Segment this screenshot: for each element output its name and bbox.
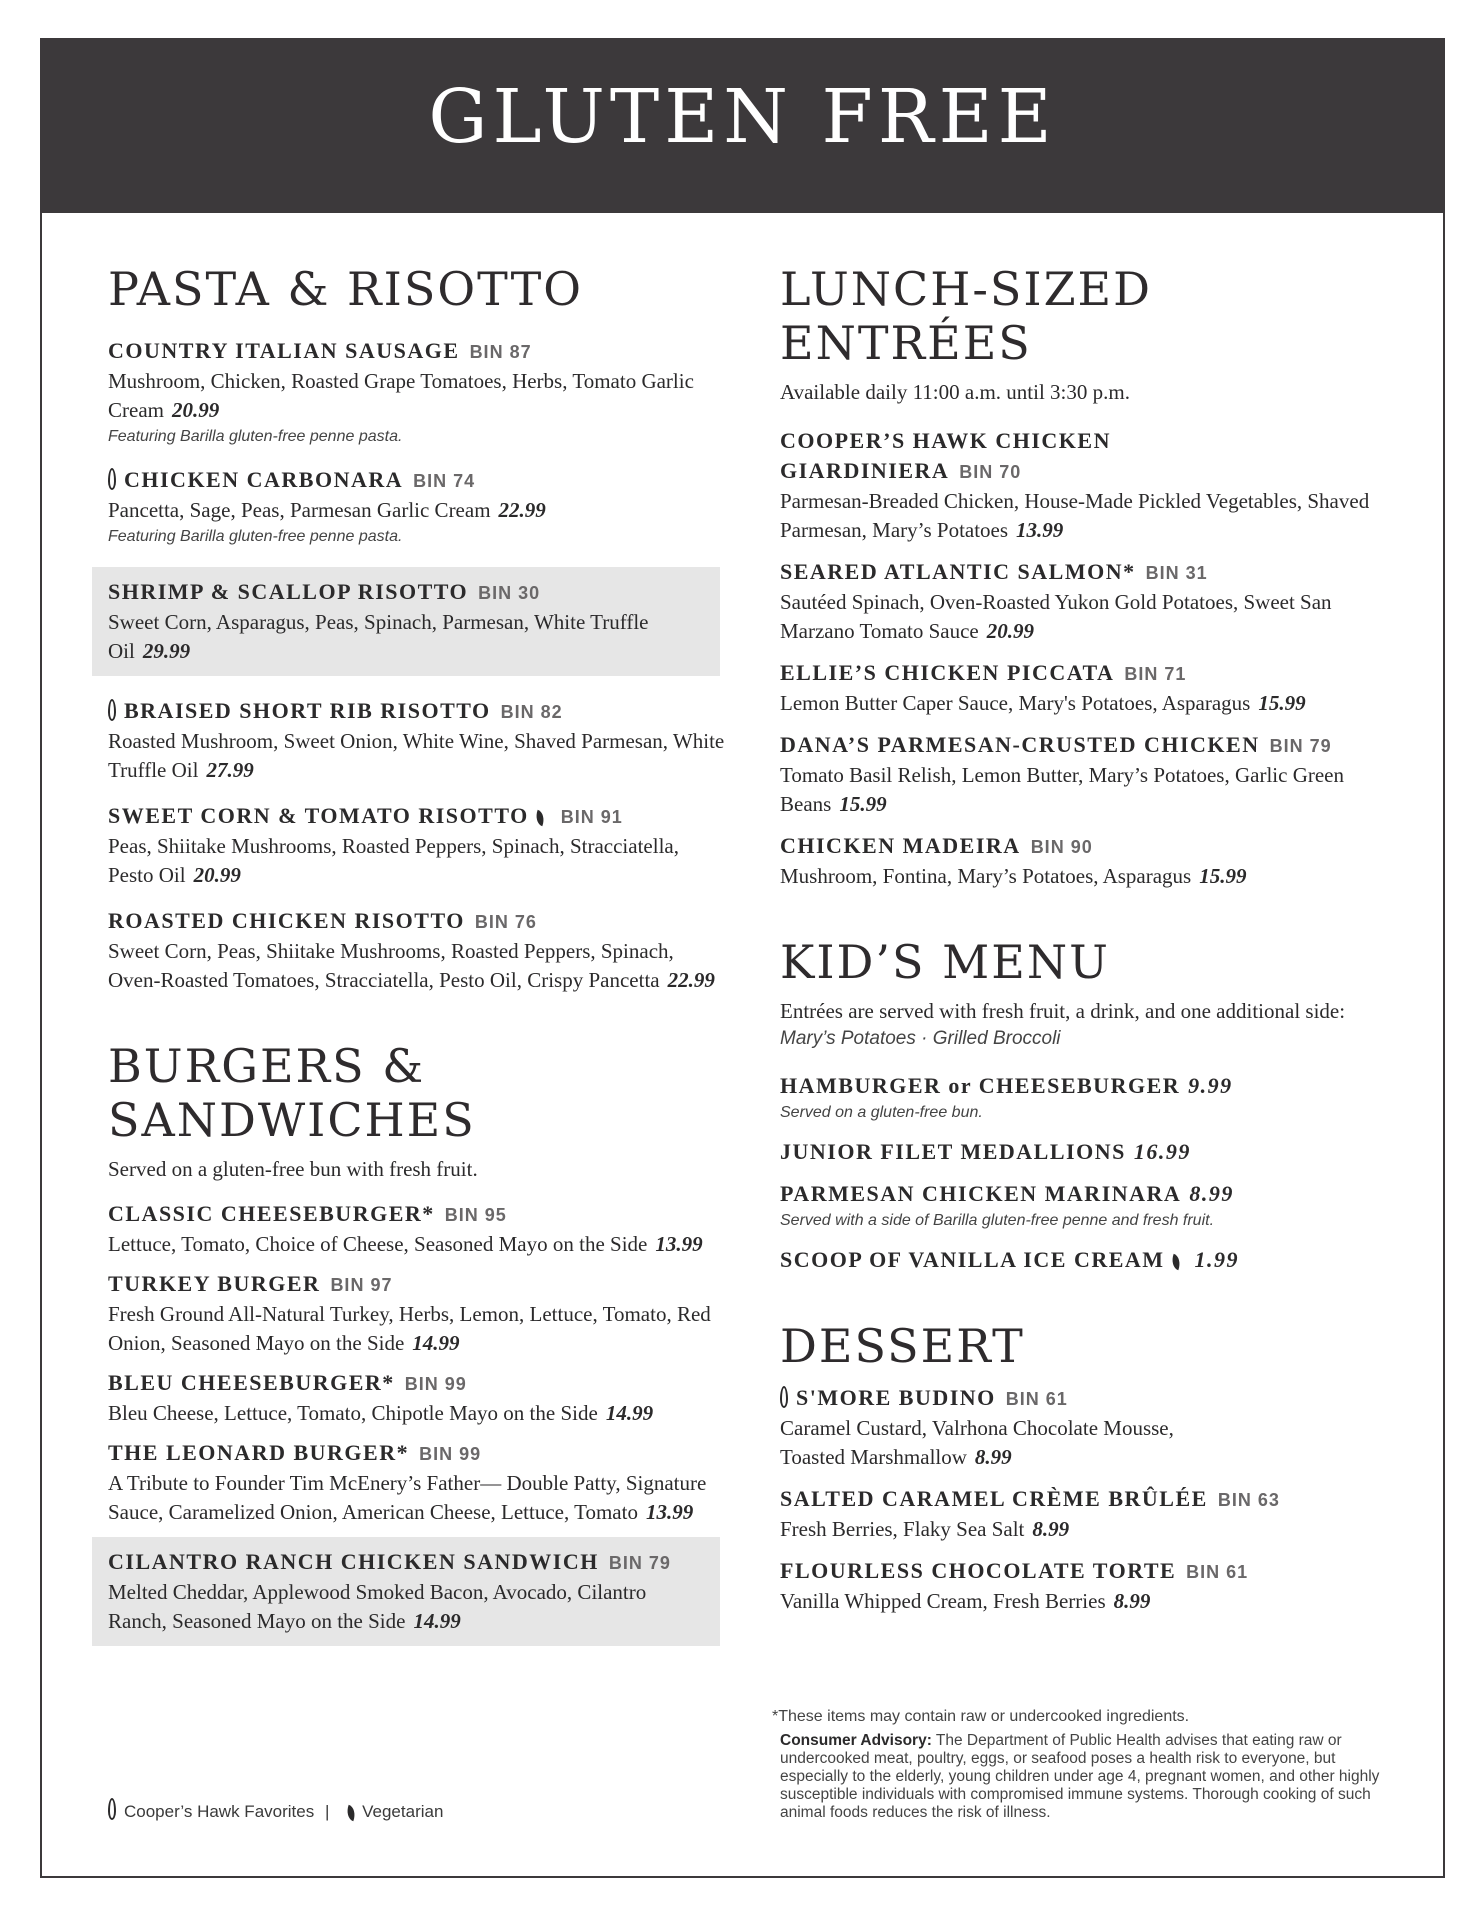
item-price: 16.99 xyxy=(1133,1139,1191,1164)
item-name: ROASTED CHICKEN RISOTTO xyxy=(108,908,465,933)
item-price: 14.99 xyxy=(413,1609,461,1633)
item-desc: A Tribute to Founder Tim McEnery’s Father— Double Patty, Signature Sauce, Caramelized Onion, American Cheese, Lettuce, Tomato xyxy=(108,1471,707,1524)
item-name: COUNTRY ITALIAN SAUSAGE xyxy=(108,338,460,363)
item-price: 22.99 xyxy=(498,498,546,522)
legend-separator: | xyxy=(324,1802,330,1821)
item-note: Featuring Barilla gluten-free penne pasta. xyxy=(108,428,403,445)
legend xyxy=(108,1798,443,1822)
item-bin: BIN 99 xyxy=(419,1444,482,1464)
menu-item-highlighted xyxy=(92,567,720,676)
section-title-lunch: LUNCH-SIZED ENTRÉES xyxy=(780,262,1153,370)
item-price: 15.99 xyxy=(839,792,887,816)
item-bin: BIN 91 xyxy=(560,807,623,827)
item-price: 8.99 xyxy=(1189,1181,1234,1206)
menu-item xyxy=(780,1383,1400,1472)
legend-vegetarian: Vegetarian xyxy=(362,1802,444,1821)
item-bin: BIN 79 xyxy=(608,1553,671,1573)
section-note: Served on a gluten-free bun with fresh fruit. xyxy=(108,1157,478,1181)
menu-item xyxy=(780,557,1400,646)
favorite-icon xyxy=(108,1798,116,1820)
menu-item xyxy=(780,831,1400,891)
item-name: CLASSIC CHEESEBURGER* xyxy=(108,1201,435,1226)
item-price: 8.99 xyxy=(1032,1517,1070,1541)
item-name: PARMESAN CHICKEN MARINARA xyxy=(780,1181,1182,1206)
menu-item-highlighted xyxy=(92,1537,720,1646)
item-desc: Lettuce, Tomato, Choice of Cheese, Seasoned Mayo on the Side xyxy=(108,1232,648,1256)
item-desc: Pancetta, Sage, Peas, Parmesan Garlic Cream xyxy=(108,498,491,522)
section-title-burgers: BURGERS & SANDWICHES xyxy=(108,1039,476,1147)
item-price: 20.99 xyxy=(193,863,241,887)
item-price: 8.99 xyxy=(974,1445,1012,1469)
item-price: 15.99 xyxy=(1199,864,1247,888)
item-name: THE LEONARD BURGER* xyxy=(108,1440,410,1465)
section-title-pasta: PASTA & RISOTTO xyxy=(108,262,583,316)
item-note: Served on a gluten-free bun. xyxy=(780,1104,983,1121)
item-price: 20.99 xyxy=(986,619,1034,643)
menu-item xyxy=(108,465,728,549)
item-name: FLOURLESS CHOCOLATE TORTE xyxy=(780,1558,1177,1583)
vegetarian-leaf-icon xyxy=(1168,1254,1182,1271)
right-column xyxy=(780,262,1400,1616)
item-bin: BIN 31 xyxy=(1145,563,1208,583)
item-desc: Caramel Custard, Valrhona Chocolate Mousse, Toasted Marshmallow xyxy=(780,1416,1174,1469)
item-name: SCOOP OF VANILLA ICE CREAM xyxy=(780,1247,1165,1272)
item-name: JUNIOR FILET MEDALLIONS xyxy=(780,1139,1126,1164)
item-name: BRAISED SHORT RIB RISOTTO xyxy=(124,698,491,723)
item-desc: Melted Cheddar, Applewood Smoked Bacon, Avocado, Cilantro Ranch, Seasoned Mayo on the Side xyxy=(108,1580,647,1633)
section-title-kids: KID’S MENU xyxy=(780,935,1110,989)
menu-item xyxy=(780,658,1400,718)
menu-item xyxy=(780,730,1400,819)
item-desc: Peas, Shiitake Mushrooms, Roasted Peppers, Spinach, Stracciatella, Pesto Oil xyxy=(108,834,679,887)
menu-item xyxy=(108,1199,728,1259)
item-bin: BIN 87 xyxy=(469,342,532,362)
item-name: S'MORE BUDINO xyxy=(796,1385,996,1410)
advisory-label: Consumer Advisory: xyxy=(780,1732,932,1749)
item-price: 27.99 xyxy=(206,758,254,782)
kids-sides: Mary’s Potatoes · Grilled Broccoli xyxy=(780,1028,1061,1049)
item-name: SHRIMP & SCALLOP RISOTTO xyxy=(108,579,469,604)
item-bin: BIN 76 xyxy=(474,912,537,932)
item-bin: BIN 30 xyxy=(478,583,541,603)
item-bin: BIN 99 xyxy=(404,1374,467,1394)
menu-item xyxy=(780,1137,1400,1167)
item-desc: Lemon Butter Caper Sauce, Mary's Potatoes, Asparagus xyxy=(780,691,1251,715)
item-price: 1.99 xyxy=(1194,1247,1240,1272)
item-price: 13.99 xyxy=(655,1232,703,1256)
favorite-icon xyxy=(108,468,116,490)
item-price: 13.99 xyxy=(645,1500,694,1524)
item-desc: Roasted Mushroom, Sweet Onion, White Wine, Shaved Parmesan, White Truffle Oil xyxy=(108,729,725,782)
advisory-text: The Department of Public Health advises that eating raw or undercooked meat, poultry, eggs, or seafood poses a health risk to everyone, but especially to the elderly, young children under age 4, pregnant women, and other highly susceptible individuals with compromised immune systems. Thorough cooking of such animal foods reduces the risk of illness. xyxy=(780,1732,1380,1821)
menu-item xyxy=(780,1071,1400,1125)
menu-item xyxy=(780,1179,1400,1233)
menu-item xyxy=(780,426,1400,545)
item-name: CILANTRO RANCH CHICKEN SANDWICH xyxy=(108,1549,599,1574)
item-name: COOPER’S HAWK CHICKEN GIARDINIERA xyxy=(780,428,1111,483)
item-name: CHICKEN MADEIRA xyxy=(780,833,1021,858)
item-price: 20.99 xyxy=(171,398,220,422)
menu-item xyxy=(108,906,728,995)
item-name: ELLIE’S CHICKEN PICCATA xyxy=(780,660,1115,685)
menu-item xyxy=(108,1368,728,1428)
item-name: BLEU CHEESEBURGER* xyxy=(108,1370,395,1395)
vegetarian-leaf-icon xyxy=(533,810,547,827)
item-desc: Fresh Ground All-Natural Turkey, Herbs, Lemon, Lettuce, Tomato, Red Onion, Seasoned Mayo on the Side xyxy=(108,1302,711,1355)
section-note: Available daily 11:00 a.m. until 3:30 p.m. xyxy=(780,380,1130,404)
item-name: HAMBURGER or CHEESEBURGER xyxy=(780,1073,1181,1098)
item-bin: BIN 79 xyxy=(1269,736,1332,756)
item-desc: Vanilla Whipped Cream, Fresh Berries xyxy=(780,1589,1106,1613)
item-bin: BIN 71 xyxy=(1124,664,1187,684)
item-desc: Mushroom, Fontina, Mary’s Potatoes, Asparagus xyxy=(780,864,1192,888)
item-name: SWEET CORN & TOMATO RISOTTO xyxy=(108,803,529,828)
menu-item xyxy=(108,1438,728,1527)
item-name: SEARED ATLANTIC SALMON* xyxy=(780,559,1136,584)
consumer-advisory xyxy=(772,1706,1392,1822)
item-desc: Fresh Berries, Flaky Sea Salt xyxy=(780,1517,1025,1541)
section-note: Entrées are served with fresh fruit, a drink, and one additional side: xyxy=(780,999,1346,1023)
item-desc: Mushroom, Chicken, Roasted Grape Tomatoes, Herbs, Tomato Garlic Cream xyxy=(108,369,694,422)
item-bin: BIN 90 xyxy=(1030,837,1093,857)
page-title: GLUTEN FREE xyxy=(428,74,1057,160)
section-title-dessert: DESSERT xyxy=(780,1319,1025,1373)
item-price: 8.99 xyxy=(1113,1589,1151,1613)
item-bin: BIN 61 xyxy=(1186,1562,1249,1582)
item-price: 14.99 xyxy=(605,1401,654,1425)
item-name: SALTED CARAMEL CRÈME BRÛLÉE xyxy=(780,1486,1208,1511)
item-desc: Tomato Basil Relish, Lemon Butter, Mary’s Potatoes, Garlic Green Beans xyxy=(780,763,1344,816)
item-desc: Sautéed Spinach, Oven-Roasted Yukon Gold Potatoes, Sweet San Marzano Tomato Sauce xyxy=(780,590,1332,643)
favorite-icon xyxy=(780,1386,788,1408)
item-bin: BIN 63 xyxy=(1217,1490,1280,1510)
menu-item xyxy=(108,1269,728,1358)
menu-item xyxy=(108,696,728,785)
vegetarian-leaf-icon xyxy=(344,1804,358,1821)
menu-item xyxy=(780,1556,1400,1616)
menu-item xyxy=(780,1245,1400,1275)
item-note: Served with a side of Barilla gluten-free penne and fresh fruit. xyxy=(780,1212,1215,1229)
item-note: Featuring Barilla gluten-free penne pasta. xyxy=(108,528,403,545)
item-name: DANA’S PARMESAN-CRUSTED CHICKEN xyxy=(780,732,1260,757)
item-name: TURKEY BURGER xyxy=(108,1271,321,1296)
item-price: 15.99 xyxy=(1258,691,1306,715)
item-bin: BIN 61 xyxy=(1005,1389,1068,1409)
raw-ingredients-note: *These items may contain raw or undercooked ingredients. xyxy=(772,1708,1190,1725)
item-price: 9.99 xyxy=(1188,1073,1233,1098)
item-price: 14.99 xyxy=(412,1331,460,1355)
item-name: CHICKEN CARBONARA xyxy=(124,467,404,492)
item-desc: Parmesan-Breaded Chicken, House-Made Pickled Vegetables, Shaved Parmesan, Mary’s Potatoes xyxy=(780,489,1370,542)
legend-favorites: Cooper’s Hawk Favorites xyxy=(124,1802,315,1821)
menu-item xyxy=(108,336,728,449)
item-price: 22.99 xyxy=(667,968,715,992)
left-column xyxy=(108,262,728,1646)
menu-item xyxy=(108,801,728,890)
menu-item xyxy=(780,1484,1400,1544)
item-price: 29.99 xyxy=(142,639,191,663)
item-desc: Sweet Corn, Asparagus, Peas, Spinach, Parmesan, White Truffle Oil xyxy=(108,610,649,663)
item-desc: Bleu Cheese, Lettuce, Tomato, Chipotle Mayo on the Side xyxy=(108,1401,598,1425)
item-bin: BIN 74 xyxy=(413,471,476,491)
item-bin: BIN 82 xyxy=(500,702,563,722)
item-price: 13.99 xyxy=(1016,518,1064,542)
item-desc: Sweet Corn, Peas, Shiitake Mushrooms, Roasted Peppers, Spinach, Oven-Roasted Tomatoes, Stracciatella, Pesto Oil, Crispy Pancetta xyxy=(108,939,674,992)
item-bin: BIN 97 xyxy=(330,1275,393,1295)
favorite-icon xyxy=(108,699,116,721)
item-bin: BIN 95 xyxy=(444,1205,507,1225)
item-bin: BIN 70 xyxy=(959,462,1022,482)
